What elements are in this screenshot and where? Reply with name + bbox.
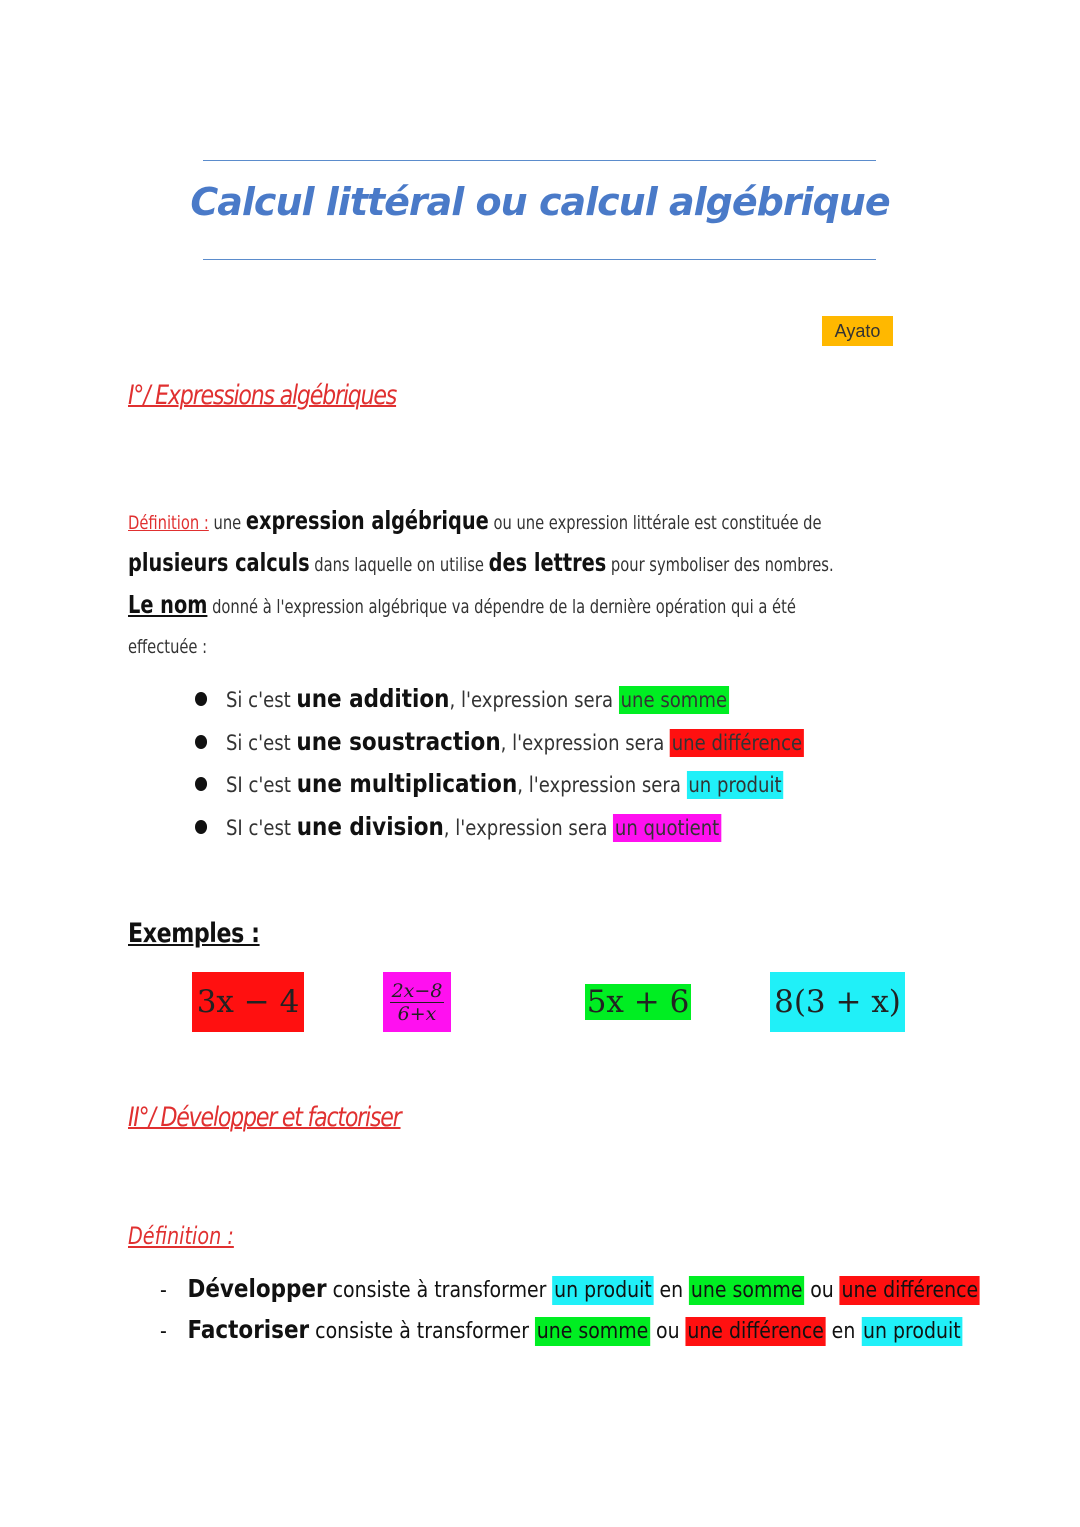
list-item: Si c'est une soustraction, l'expression sera une différence bbox=[195, 721, 804, 764]
dash-marker: - bbox=[160, 1278, 167, 1303]
bullet-icon bbox=[195, 692, 207, 706]
section1-definition bbox=[128, 500, 868, 668]
result-produit: un produit bbox=[688, 773, 782, 797]
definition-label: Définition : bbox=[128, 512, 209, 534]
result-difference: une différence bbox=[671, 730, 803, 755]
list-item: Si c'est une addition, l'expression sera une somme bbox=[195, 678, 804, 721]
example-difference: 3x − 4 bbox=[192, 972, 304, 1032]
bullet-icon bbox=[195, 820, 207, 834]
examples-heading: Exemples : bbox=[128, 918, 260, 949]
list-item: - Factoriser consiste à transformer une somme ou une différence en un produit bbox=[160, 1315, 961, 1344]
definition-line-4: effectuée : bbox=[128, 636, 208, 658]
list-item: SI c'est une division, l'expression sera un quotient bbox=[195, 806, 804, 849]
example-quotient bbox=[383, 972, 451, 1032]
example-produit: 8(3 + x) bbox=[770, 972, 905, 1032]
bullet-icon bbox=[195, 777, 207, 791]
page-title: Calcul littéral ou calcul algébrique bbox=[190, 180, 890, 224]
example-somme: 5x + 6 bbox=[586, 984, 690, 1020]
title-bottom-rule bbox=[203, 259, 876, 260]
term-le-nom: Le nom bbox=[128, 590, 208, 619]
section2-heading: II°/ Développer et factoriser bbox=[128, 1102, 401, 1133]
term-factoriser: Factoriser bbox=[187, 1315, 310, 1344]
operation-list bbox=[195, 678, 804, 848]
fraction-denominator: 6+x bbox=[397, 1002, 437, 1025]
title-top-rule bbox=[203, 160, 876, 161]
definition-line-3: Le nom donné à l'expression algébrique va dépendre de la dernière opération qui a été bbox=[128, 590, 796, 619]
term-plusieurs-calculs: plusieurs calculs bbox=[128, 548, 310, 577]
result-somme: une somme bbox=[620, 688, 728, 712]
section2-definition-label: Définition : bbox=[128, 1222, 234, 1250]
author-badge: Ayato bbox=[822, 316, 893, 346]
list-item: - Développer consiste à transformer un produit en une somme ou une différence bbox=[160, 1274, 979, 1303]
list-item: SI c'est une multiplication, l'expression sera un produit bbox=[195, 763, 804, 806]
term-des-lettres: des lettres bbox=[488, 548, 607, 577]
term-expression-algebrique: expression algébrique bbox=[245, 506, 489, 535]
bullet-icon bbox=[195, 735, 207, 749]
result-quotient: un quotient bbox=[614, 815, 720, 840]
fraction-numerator: 2x−8 bbox=[391, 979, 443, 1002]
term-developper: Développer bbox=[187, 1274, 327, 1303]
definition-line-2: plusieurs calculs dans laquelle on utilise des lettres pour symboliser des nombres. bbox=[128, 548, 834, 577]
section1-heading: I°/ Expressions algébriques bbox=[128, 380, 397, 411]
dash-marker: - bbox=[160, 1319, 167, 1344]
definition-line-1: Définition : une expression algébrique ou une expression littérale est constituée de bbox=[128, 506, 822, 535]
